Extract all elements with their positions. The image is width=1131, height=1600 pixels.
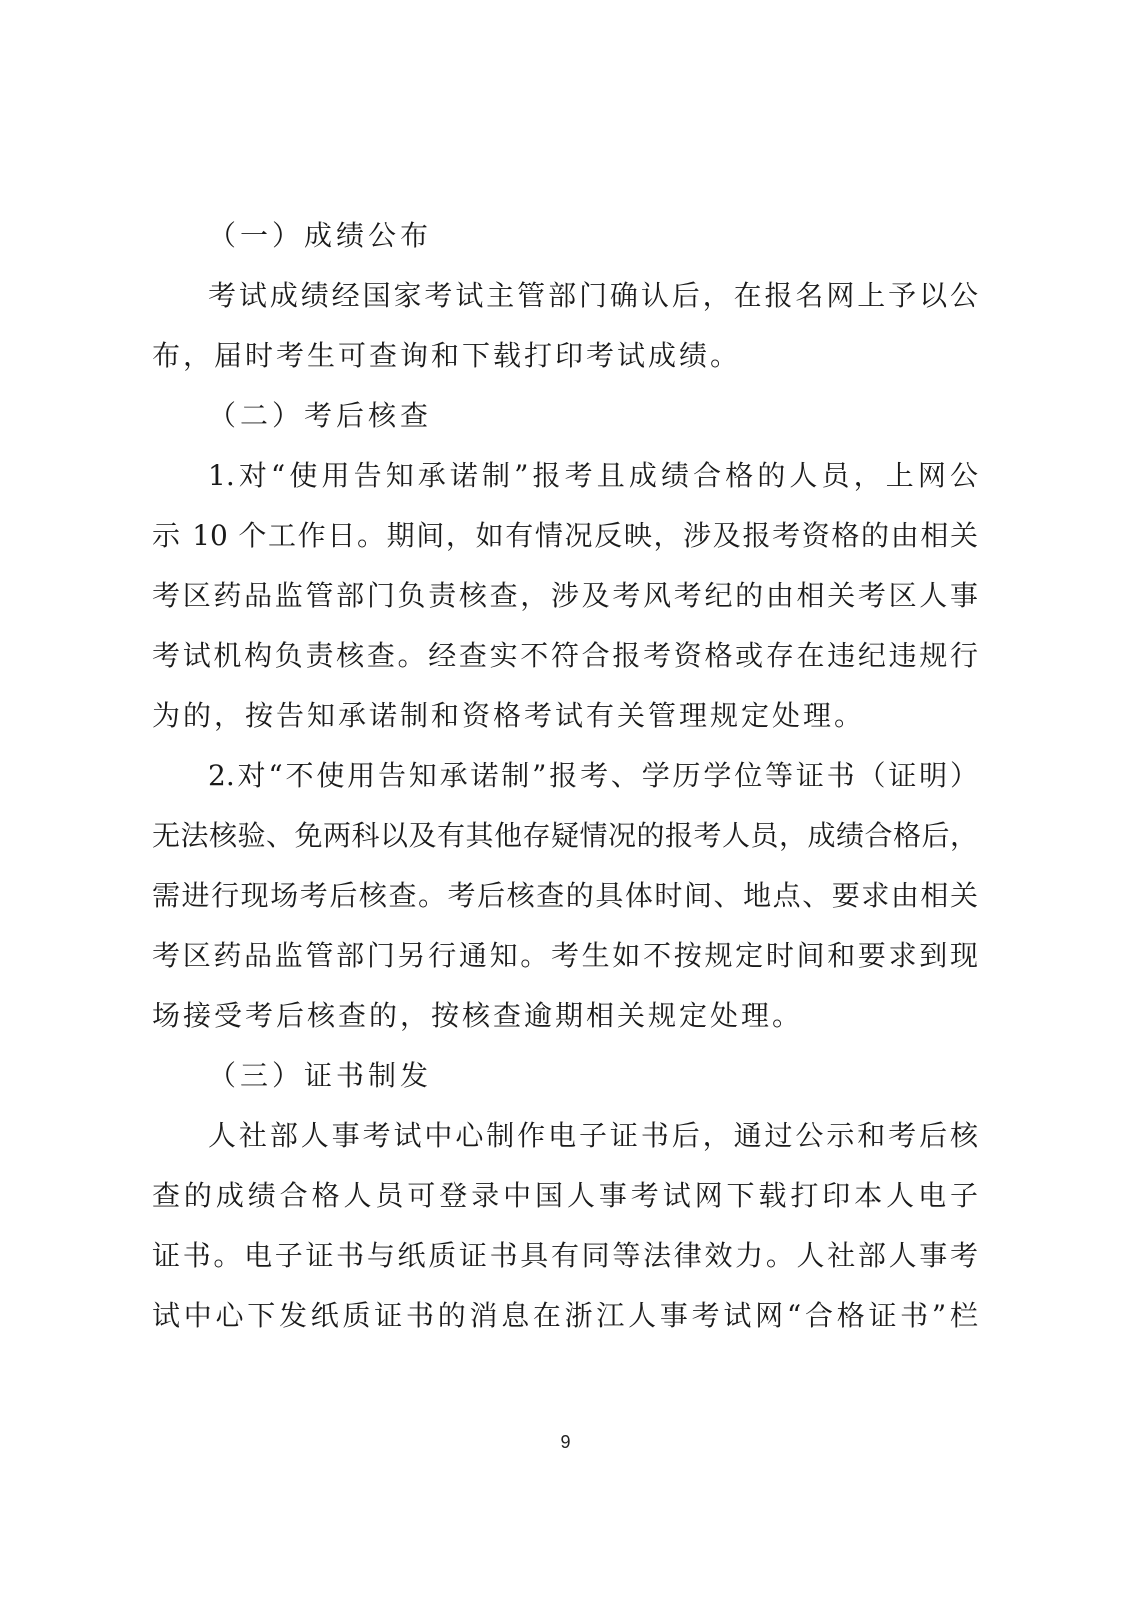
paragraph-line: 2.对“不使用告知承诺制”报考、学历学位等证书（证明） [208,759,978,792]
paragraph-line: 证书。电子证书与纸质证书具有同等法律效力。人社部人事考 [152,1239,978,1272]
paragraph-line: 考试机构负责核查。经查实不符合报考资格或存在违纪违规行 [152,639,978,672]
paragraph-line: 示 10 个工作日。期间，如有情况反映，涉及报考资格的由相关 [152,519,978,552]
paragraph-line: 1.对“使用告知承诺制”报考且成绩合格的人员，上网公 [208,459,978,492]
paragraph-line: 考试成绩经国家考试主管部门确认后，在报名网上予以公 [208,279,978,312]
page-number: 9 [560,1432,571,1452]
paragraph-line: 场接受考后核查的，按核查逾期相关规定处理。 [152,999,804,1032]
paragraph-line: 布，届时考生可查询和下载打印考试成绩。 [152,339,742,372]
section-heading-score-release: （一）成绩公布 [208,219,433,252]
paragraph-line: 为的，按告知承诺制和资格考试有关管理规定处理。 [152,699,866,732]
section-heading-certificate-issuance: （三）证书制发 [208,1059,433,1092]
paragraph-line: 查的成绩合格人员可登录中国人事考试网下载打印本人电子 [152,1179,978,1212]
paragraph-line: 试中心下发纸质证书的消息在浙江人事考试网“合格证书”栏 [152,1299,978,1332]
paragraph-line: 考区药品监管部门负责核查，涉及考风考纪的由相关考区人事 [152,579,978,612]
paragraph-line: 人社部人事考试中心制作电子证书后，通过公示和考后核 [208,1119,978,1152]
paragraph-line: 无法核验、免两科以及有其他存疑情况的报考人员，成绩合格后， [152,819,978,852]
paragraph-line: 考区药品监管部门另行通知。考生如不按规定时间和要求到现 [152,939,978,972]
paragraph-line: 需进行现场考后核查。考后核查的具体时间、地点、要求由相关 [152,879,978,912]
document-body [152,206,978,1346]
section-heading-post-exam-review: （二）考后核查 [208,399,433,432]
